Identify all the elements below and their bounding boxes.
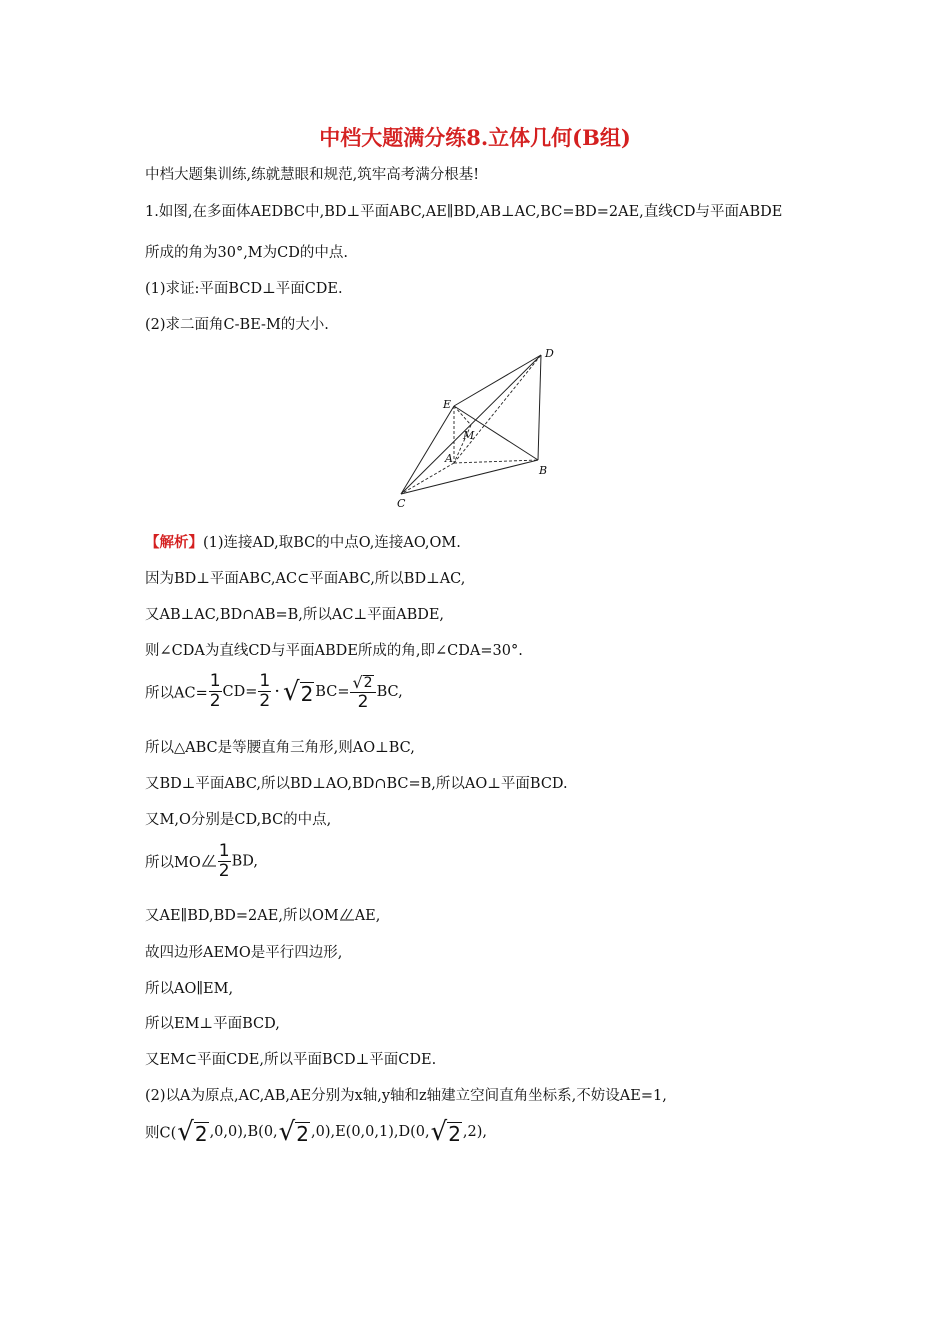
- label-D: D: [545, 347, 554, 360]
- solution-line-4: 则∠CDA为直线CD与平面ABDE所成的角,即∠CDA=30°.: [145, 643, 523, 659]
- parallel-equal-symbol: [201, 853, 217, 867]
- s5-mid1: CD=: [222, 683, 258, 700]
- solution-line-8: 又M,O分别是CD,BC的中点,: [145, 812, 332, 828]
- polyhedron-diagram: [385, 345, 565, 515]
- s5-mid2: BC=: [315, 683, 350, 700]
- sqrt-two-b: √ 2: [278, 1117, 309, 1147]
- fraction-half-3: $\frac{1}{2}$: [218, 841, 230, 881]
- edge-AB: [454, 460, 538, 463]
- label-E: E: [443, 398, 452, 411]
- solution-line-11: 故四边形AEMO是平行四边形,: [145, 945, 343, 961]
- s5-prefix: 所以AC=: [145, 685, 208, 702]
- sqrt-two-d: √ 2: [430, 1117, 461, 1147]
- solution-line-12: 所以AO∥EM,: [145, 981, 234, 997]
- solution-line-14: 又EM⊂平面CDE,所以平面BCD⊥平面CDE.: [145, 1052, 437, 1068]
- page-title: 中档大题满分练8.立体几何(B组): [319, 125, 631, 150]
- solution-line-9: [145, 842, 258, 881]
- solution-line-1: [145, 531, 461, 552]
- question-1: (1)求证:平面BCD⊥平面CDE.: [145, 281, 343, 297]
- parallel-equal-symbol-2: [339, 907, 355, 921]
- solution-line-2: 因为BD⊥平面ABC,AC⊂平面ABC,所以BD⊥AC,: [145, 571, 466, 587]
- fraction-half-1: $\frac{1}{2}$: [209, 671, 221, 712]
- solution-line-16: [145, 1119, 487, 1145]
- solution-line-7: 又BD⊥平面ABC,所以BD⊥AO,BD∩BC=B,所以AO⊥平面BCD.: [145, 776, 568, 792]
- s9-prefix: 所以MO: [145, 855, 201, 871]
- question-2: (2)求二面角C-BE-M的大小.: [145, 317, 329, 333]
- solution-line-13: 所以EM⊥平面BCD,: [145, 1016, 280, 1032]
- solution-line-5: [145, 672, 403, 712]
- label-A: A: [445, 452, 453, 465]
- solution-line-6: 所以△ABC是等腰直角三角形,则AO⊥BC,: [145, 740, 415, 756]
- edge-AD: [454, 355, 541, 463]
- solution-line-10: [145, 904, 380, 925]
- solution-line-15: (2)以A为原点,AC,AB,AE分别为x轴,y轴和z轴建立空间直角坐标系,不妨设AE=1,: [145, 1088, 667, 1104]
- edge-CB: [401, 460, 538, 494]
- label-C: C: [397, 497, 406, 510]
- solution-tag: 【解析】: [145, 534, 203, 551]
- s5-dot: ·: [274, 681, 280, 703]
- geometry-figure: [385, 345, 565, 515]
- label-M: M: [463, 429, 475, 442]
- solution-line-3: 又AB⊥AC,BD∩AB=B,所以AC⊥平面ABDE,: [145, 607, 445, 623]
- intro-text: 中档大题集训练,练就慧眼和规范,筑牢高考满分根基!: [145, 167, 480, 183]
- fraction-sqrt2-over-2: √ 2 2: [350, 672, 375, 712]
- fraction-half-2: $\frac{1}{2}$: [259, 671, 271, 712]
- s16-part-3: ,0),E(0,0,1),D(0,: [310, 1124, 430, 1140]
- edge-CE: [401, 406, 454, 494]
- problem-line-2: 所成的角为30°,M为CD的中点.: [145, 245, 348, 261]
- sqrt-two: √ 2: [282, 676, 314, 707]
- s10-prefix: 又AE∥BD,BD=2AE,所以OM: [145, 908, 339, 924]
- label-B: B: [539, 464, 548, 477]
- sqrt-two-c: √ 2: [177, 1117, 208, 1147]
- s16-part-1: 则C(: [145, 1125, 177, 1142]
- solution-text-1: (1)连接AD,取BC的中点O,连接AO,OM.: [203, 535, 461, 551]
- problem-line-1: 1.如图,在多面体AEDBC中,BD⊥平面ABC,AE∥BD,AB⊥AC,BC=BD=2AE,直线CD与平面ABDE: [145, 204, 783, 220]
- s9-suffix: BD,: [231, 853, 258, 870]
- s16-part-2: ,0,0),B(0,: [209, 1124, 278, 1140]
- edge-DB: [538, 355, 541, 460]
- s16-part-4: ,2),: [462, 1124, 488, 1140]
- s5-suffix: BC,: [376, 683, 403, 700]
- s10-suffix: AE,: [354, 908, 381, 924]
